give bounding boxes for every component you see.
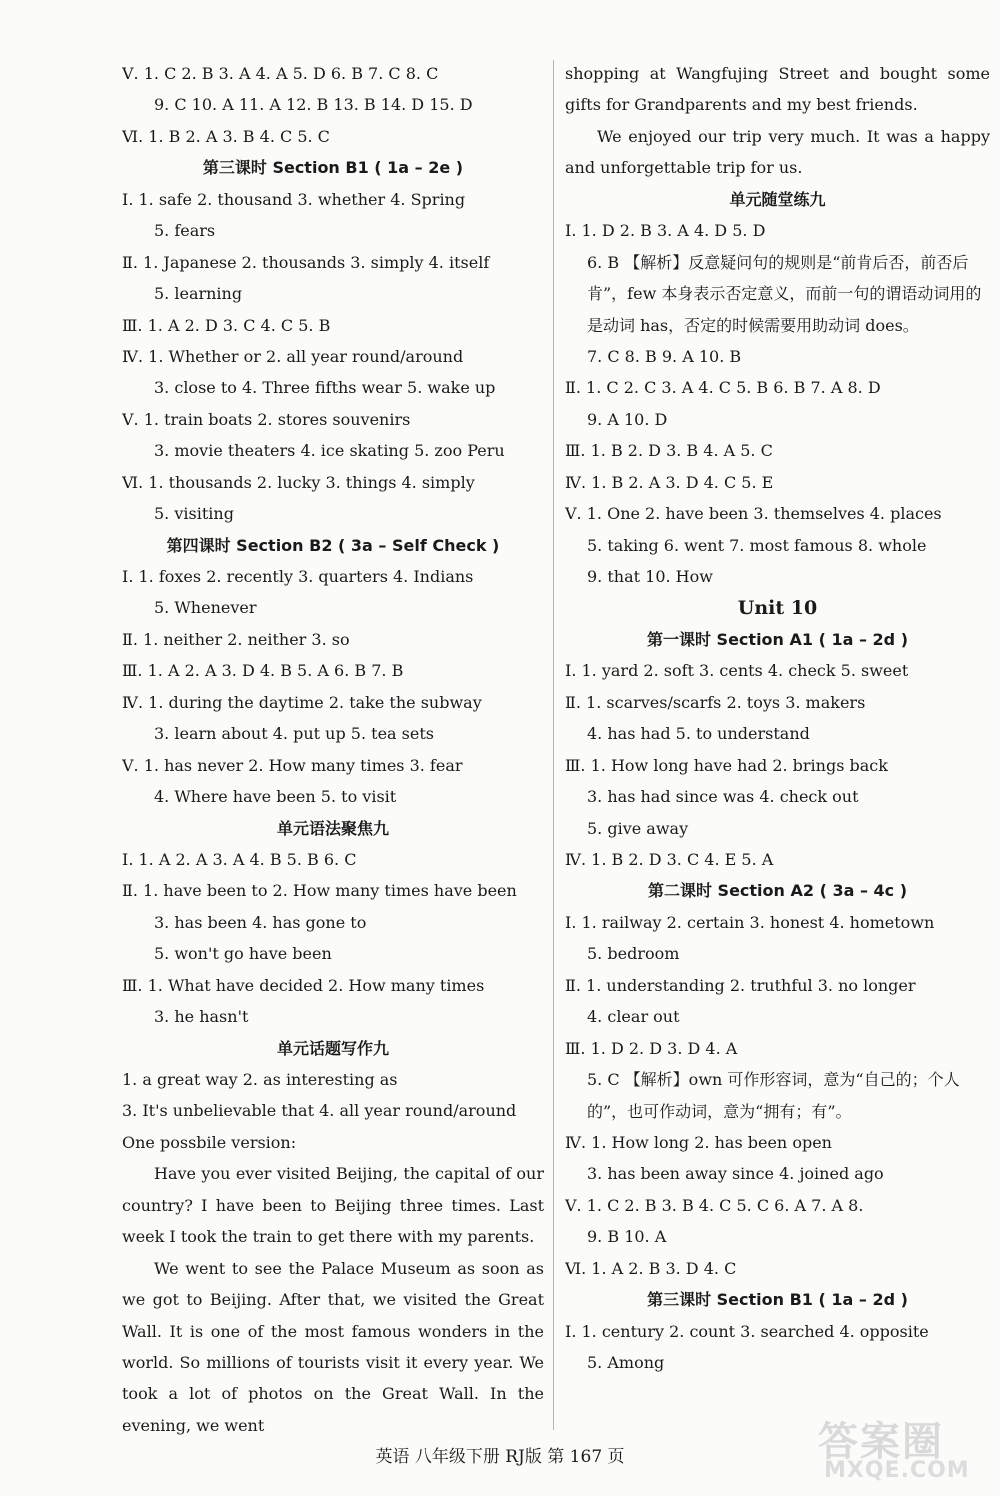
answer-line: Ⅴ. 1. One 2. have been 3. themselves 4. places	[565, 504, 942, 524]
answer-line: Ⅵ. 1. A 2. B 3. D 4. C	[565, 1258, 737, 1278]
section-heading: 第三课时 Section B1 ( 1a – 2d )	[647, 1290, 908, 1310]
right-column	[565, 58, 990, 1379]
answer-line: 9. B 10. A	[587, 1227, 667, 1247]
answer-line: Ⅳ. 1. Whether or 2. all year round/around	[122, 346, 464, 366]
answer-line: Ⅱ. 1. scarves/scarfs 2. toys 3. makers	[565, 692, 866, 712]
answer-line: 3. has been 4. has gone to	[154, 912, 367, 932]
essay-paragraph: shopping at Wangfujing Street and bought some gifts for Grandparents and my best friends.	[565, 64, 990, 115]
answer-line: Ⅴ. 1. has never 2. How many times 3. fear	[122, 755, 463, 775]
answer-line: Ⅰ. 1. safe 2. thousand 3. whether 4. Spring	[122, 189, 466, 209]
watermark-en: MXQE.COM	[824, 1458, 970, 1483]
answer-line: 5. Among	[587, 1353, 665, 1373]
answer-line: 4. clear out	[587, 1007, 680, 1027]
section-heading: 第一课时 Section A1 ( 1a – 2d )	[646, 629, 909, 649]
answer-line: 3. close to 4. Three fifths wear 5. wake up	[154, 378, 496, 398]
answer-line: Ⅵ. 1. thousands 2. lucky 3. things 4. simply	[122, 472, 475, 492]
page-footer: 英语 八年级下册 RJ版 第 167 页	[375, 1447, 625, 1467]
answer-line: Ⅱ. 1. have been to 2. How many times have been	[122, 881, 517, 901]
answer-line: Ⅱ. 1. neither 2. neither 3. so	[122, 629, 350, 649]
answer-line: 5. give away	[587, 818, 689, 838]
answer-line: Ⅲ. 1. D 2. D 3. D 4. A	[565, 1038, 738, 1058]
answer-line: Ⅰ. 1. century 2. count 3. searched 4. opposite	[565, 1321, 929, 1341]
section-heading: 单元话题写作九	[276, 1038, 389, 1058]
answer-line: Ⅱ. 1. understanding 2. truthful 3. no longer	[565, 975, 916, 995]
answer-line: 3. has been away since 4. joined ago	[587, 1164, 884, 1184]
answer-line: 7. C 8. B 9. A 10. B	[587, 347, 742, 367]
answer-line: 5. visiting	[154, 504, 234, 524]
section-heading: 第三课时 Section B1 ( 1a – 2e )	[202, 158, 464, 178]
answer-line: Ⅲ. 1. A 2. A 3. D 4. B 5. A 6. B 7. B	[122, 661, 404, 681]
section-heading: 单元语法聚焦九	[276, 818, 389, 838]
answer-line: Ⅰ. 1. railway 2. certain 3. honest 4. hometown	[565, 912, 935, 932]
section-heading: 第二课时 Section A2 ( 3a – 4c )	[647, 881, 908, 901]
answer-line: 3. he hasn't	[154, 1007, 249, 1027]
answer-line: Ⅴ. 1. C 2. B 3. B 4. C 5. C 6. A 7. A 8.	[565, 1195, 864, 1215]
answer-line: Ⅰ. 1. D 2. B 3. A 4. D 5. D	[565, 221, 766, 241]
answer-line: 9. that 10. How	[587, 567, 713, 587]
answer-line: 9. C 10. A 11. A 12. B 13. B 14. D 15. D	[154, 95, 473, 115]
answer-line: Ⅱ. 1. Japanese 2. thousands 3. simply 4. itself	[122, 252, 490, 272]
section-heading: 单元随堂练九	[729, 189, 826, 209]
answer-line: One possbile version:	[122, 1132, 297, 1152]
answer-line: 1. a great way 2. as interesting as	[122, 1070, 398, 1089]
left-column	[122, 58, 544, 1441]
answer-line: 5. C 【解析】own 可作形容词，意为“自己的；个人的”，也可作动词，意为“拥有；有”。	[587, 1070, 960, 1121]
column-divider	[553, 60, 554, 1430]
answer-line: Ⅲ. 1. A 2. D 3. C 4. C 5. B	[122, 315, 331, 335]
answer-line: Ⅳ. 1. during the daytime 2. take the subway	[122, 692, 482, 712]
answer-line: 5. taking 6. went 7. most famous 8. whole	[587, 535, 927, 555]
answer-line: 5. learning	[154, 284, 243, 304]
answer-line: Ⅳ. 1. B 2. D 3. C 4. E 5. A	[565, 850, 774, 870]
answer-line: Ⅰ. 1. A 2. A 3. A 4. B 5. B 6. C	[122, 849, 357, 869]
answer-line: 3. has had since was 4. check out	[587, 787, 859, 807]
answer-line: 5. Whenever	[154, 598, 257, 618]
answer-line: Ⅲ. 1. How long have had 2. brings back	[565, 755, 888, 775]
answer-line: Ⅴ. 1. C 2. B 3. A 4. A 5. D 6. B 7. C 8. C	[122, 64, 439, 83]
essay-paragraph: Have you ever visited Beijing, the capital of our country? I have been to Beijing three times. Last week I took the train to get there with my parents.	[122, 1164, 544, 1247]
watermark-logo	[818, 1408, 993, 1490]
answer-line: Ⅱ. 1. C 2. C 3. A 4. C 5. B 6. B 7. A 8. D	[565, 378, 881, 398]
answer-line: Ⅴ. 1. train boats 2. stores souvenirs	[122, 409, 411, 429]
essay-paragraph: We went to see the Palace Museum as soon as we got to Beijing. After that, we visited the Great Wall. It is one of the most famous wonders in the world. So millions of tourists visit it every year. We took a lot of photos on the Great Wall. In the evening, we went	[122, 1258, 544, 1435]
answer-line: 4. Where have been 5. to visit	[154, 787, 397, 807]
answer-line: 4. has had 5. to understand	[587, 724, 810, 744]
section-heading: Unit 10	[737, 596, 818, 619]
answer-line: 5. bedroom	[587, 944, 680, 964]
answer-line: 6. B 【解析】反意疑问句的规则是“前肯后否，前否后肯”，few 本身表示否定意义，而前一句的谓语动词用的是动词 has，否定的时候需要用助动词 does。	[587, 252, 982, 335]
answer-line: 3. movie theaters 4. ice skating 5. zoo Peru	[154, 441, 505, 461]
essay-paragraph: We enjoyed our trip very much. It was a happy and unforgettable trip for us.	[565, 126, 990, 178]
answer-line: Ⅲ. 1. B 2. D 3. B 4. A 5. C	[565, 441, 773, 461]
answer-line: Ⅲ. 1. What have decided 2. How many times	[122, 975, 485, 995]
answer-line: Ⅰ. 1. foxes 2. recently 3. quarters 4. Indians	[122, 567, 474, 586]
answer-line: 3. learn about 4. put up 5. tea sets	[154, 724, 434, 744]
watermark-cn: 答案圈	[818, 1419, 944, 1465]
answer-line: 3. It's unbelievable that 4. all year round/around	[122, 1101, 517, 1121]
answer-line: 9. A 10. D	[587, 409, 668, 429]
answer-line: 5. won't go have been	[154, 944, 332, 964]
answer-line: Ⅳ. 1. How long 2. has been open	[565, 1133, 832, 1153]
answer-line: Ⅵ. 1. B 2. A 3. B 4. C 5. C	[122, 126, 330, 146]
answer-line: 5. fears	[154, 221, 216, 241]
answer-line: Ⅳ. 1. B 2. A 3. D 4. C 5. E	[565, 472, 774, 492]
answer-line: Ⅰ. 1. yard 2. soft 3. cents 4. check 5. sweet	[565, 661, 909, 681]
section-heading: 第四课时 Section B2 ( 3a – Self Check )	[166, 535, 500, 555]
